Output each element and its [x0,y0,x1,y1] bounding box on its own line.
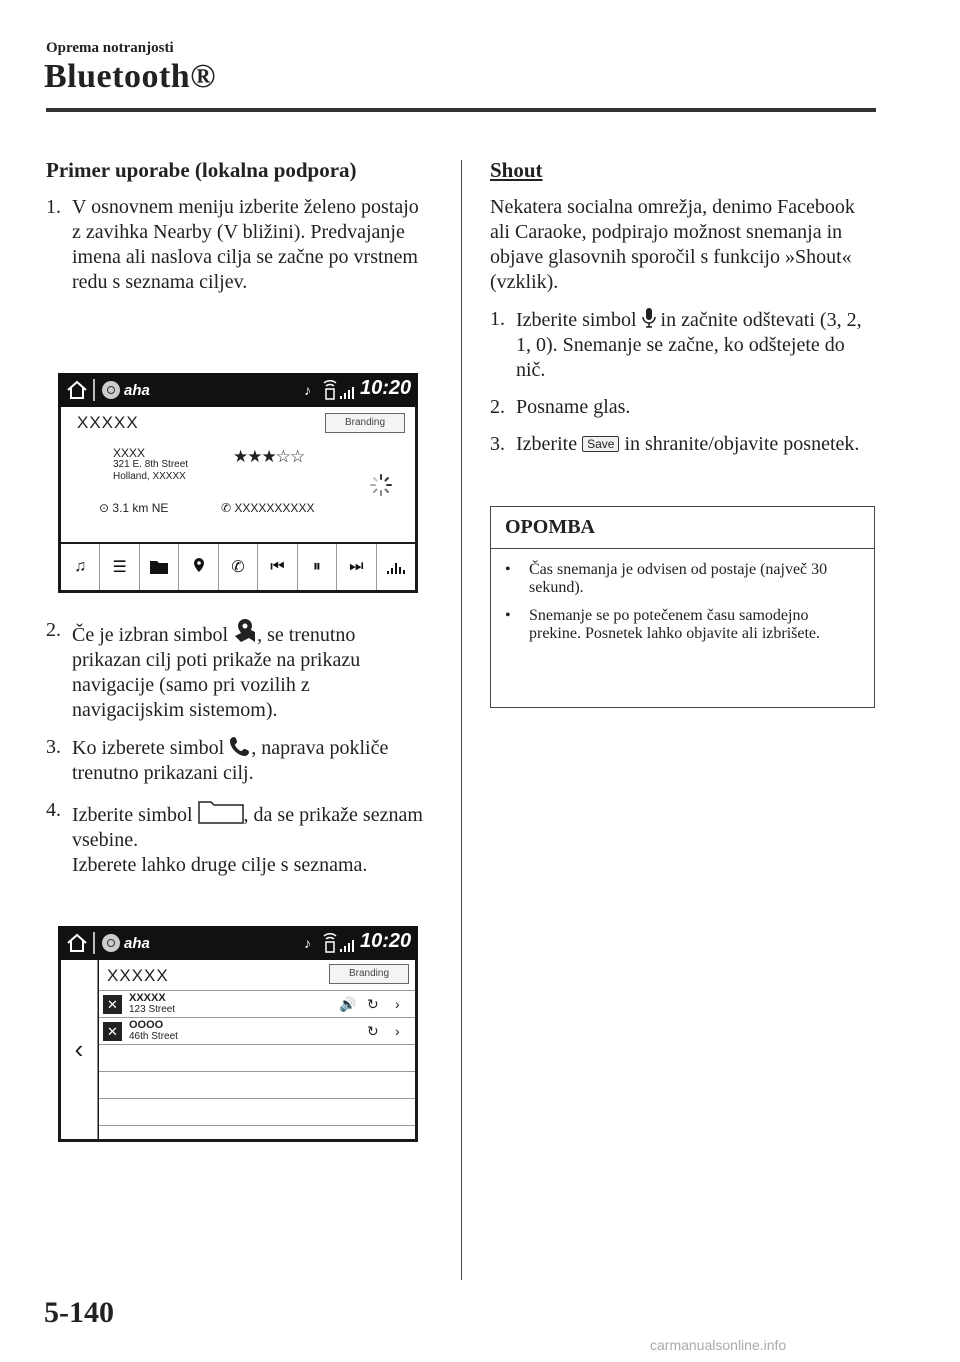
step-1 [46,195,426,295]
section-label: Oprema notranjosti [46,40,174,56]
list-item[interactable] [99,1017,415,1044]
step-number: 3. [46,736,61,758]
step-number: 1. [46,196,61,218]
aha-screen-list [58,926,418,1142]
list-item-empty [99,1044,415,1071]
step-text [72,618,426,723]
left-column-lower [46,618,426,890]
destination-info [113,447,188,483]
chevron-right-icon: › [395,1023,400,1039]
note-item [505,607,860,643]
now-playing-panel [61,407,415,542]
branding-label: Branding [329,964,409,984]
folder-icon[interactable] [140,544,179,590]
refresh-icon: ↻ [367,996,379,1012]
phone-number [221,501,314,515]
watermark: carmanualsonline.info [650,1337,787,1353]
distance-value: 3.1 km NE [112,501,169,515]
shout-step-1 [490,307,876,383]
map-destination-icon[interactable] [179,544,218,590]
close-icon: ✕ [103,1022,122,1041]
shout-title: Shout [490,158,543,182]
status-bar [58,373,418,407]
aha-screen-now-playing [58,373,418,593]
step-text-b: in shranite/objavite posnetek. [624,433,860,455]
phone-icon[interactable]: ✆ [219,544,258,590]
music-note-icon: ♪ [304,382,311,398]
clock: 10:20 [360,930,412,952]
step-text [72,735,426,786]
divider [93,932,95,954]
step-2 [46,618,426,723]
folder-icon [198,798,244,824]
loading-spinner-icon [369,473,393,497]
note-list [491,549,874,665]
page-number: 5-140 [44,1296,114,1329]
step-text-b: , se trenutno prikazan cilj poti prikaže na prikazu navigacije (samo pri vozilih z navigacijskim sistemom). [72,624,361,721]
music-icon[interactable]: ♫ [61,544,100,590]
step-text-a: Izberite simbol [72,804,193,826]
location-icon: ⊙ [99,501,110,515]
step-text: Posname glas. [516,396,631,418]
step-text-a: Ko izberete simbol [72,737,225,759]
list-icon[interactable]: ☰ [100,544,139,590]
aha-app-icon [102,934,120,952]
step-4 [46,798,426,878]
branding-label: Branding [325,413,405,433]
step-text-a: Izberite [516,433,578,455]
close-icon: ✕ [103,995,122,1014]
list-item[interactable] [99,990,415,1017]
next-track-icon[interactable]: ⏭ [337,544,376,590]
divider [93,379,95,401]
phone-value: XXXXXXXXXX [234,501,315,515]
bullet: • [505,561,511,578]
item-title: XXXXX [129,992,166,1004]
header-rule [46,108,876,112]
step-text-b: , naprava pokliče trenutno prikazani cilj. [72,737,389,784]
left-column [46,158,426,307]
step-text [516,307,876,383]
map-destination-icon [233,618,257,644]
section-title: Primer uporabe (lokalna podpora) [46,158,357,182]
right-column [490,158,876,469]
rating-stars: ★★★☆☆ [233,447,305,466]
step-number: 1. [490,308,505,330]
step-text [516,432,876,457]
step-number: 2. [490,396,505,418]
previous-track-icon[interactable]: ⏮ [258,544,297,590]
destination-address-2: Holland, XXXXX [113,471,186,482]
chevron-left-icon: ‹ [74,1034,84,1064]
content-list [99,960,415,1139]
shout-intro: Nekatera socialna omrežja, denimo Facebook ali Caraoke, podpirajo možnost snemanja in objave glasovnih sporočil s funkcijo »Shout« (vzklik). [490,196,855,293]
note-item [505,561,860,597]
chevron-right-icon: › [395,996,400,1012]
app-name: aha [124,382,150,399]
phone-icon [229,735,251,757]
destination-name: XXXX [113,446,146,460]
list-item-empty [99,1071,415,1098]
signal-icon [320,377,356,403]
step-number: 4. [46,799,61,821]
step-text-c: Izberete lahko druge cilje s seznama. [72,854,368,876]
step-text: V osnovnem meniju izberite želeno postajo z zavihka Nearby (V bližini). Predvajanje imena ali naslova cilja se začne po vrstnem redu s seznama ciljev. [72,196,419,293]
step-text-b: in začnite odštevati (3, 2, 1, 0). Snemanje se začne, ko odštejete do nič. [516,309,862,381]
item-subtitle: 46th Street [129,1031,178,1042]
shout-step-3 [490,432,876,457]
aha-app-icon [102,381,120,399]
music-note-icon: ♪ [304,935,311,951]
pause-icon[interactable]: ⏸ [298,544,337,590]
list-item-empty [99,1125,415,1139]
step-text-b: , da se prikaže seznam vsebine. [72,804,423,851]
note-text: Čas snemanja je odvisen od postaje (največ 30 sekund). [529,561,828,596]
back-button[interactable] [61,960,98,1139]
signal-icon [320,930,356,956]
note-box [490,506,875,708]
shout-step-2 [490,395,876,420]
item-title: OOOO [129,1019,164,1031]
control-bar [61,544,415,590]
step-number: 2. [46,619,61,641]
destination-address-1: 321 E. 8th Street [113,459,189,470]
list-title: XXXXX [107,966,169,985]
step-text [72,798,426,878]
home-icon[interactable] [66,379,88,401]
equalizer-icon[interactable] [377,544,415,590]
step-text-a: Če je izbran simbol [72,624,229,646]
phone-icon: ✆ [221,501,232,515]
list-item-empty [99,1098,415,1125]
step-3 [46,735,426,786]
bullet: • [505,607,511,624]
page-title: Bluetooth® [44,58,217,95]
microphone-icon [642,307,656,329]
home-icon[interactable] [66,932,88,954]
clock: 10:20 [360,377,412,399]
speaker-icon: 🔊 [339,996,357,1012]
note-title: OPOMBA [491,507,874,549]
note-text: Snemanje se po potečenem času samodejno prekine. Posnetek lahko objavite ali izbrišete. [529,607,821,642]
step-text-a: Izberite simbol [516,309,637,331]
save-button: Save [582,436,619,452]
station-title: XXXXX [77,413,139,432]
distance [99,501,168,515]
item-subtitle: 123 Street [129,1004,176,1015]
status-bar [58,926,418,960]
refresh-icon: ↻ [367,1023,379,1039]
app-name: aha [124,935,150,952]
column-divider [461,160,462,1280]
step-number: 3. [490,433,505,455]
